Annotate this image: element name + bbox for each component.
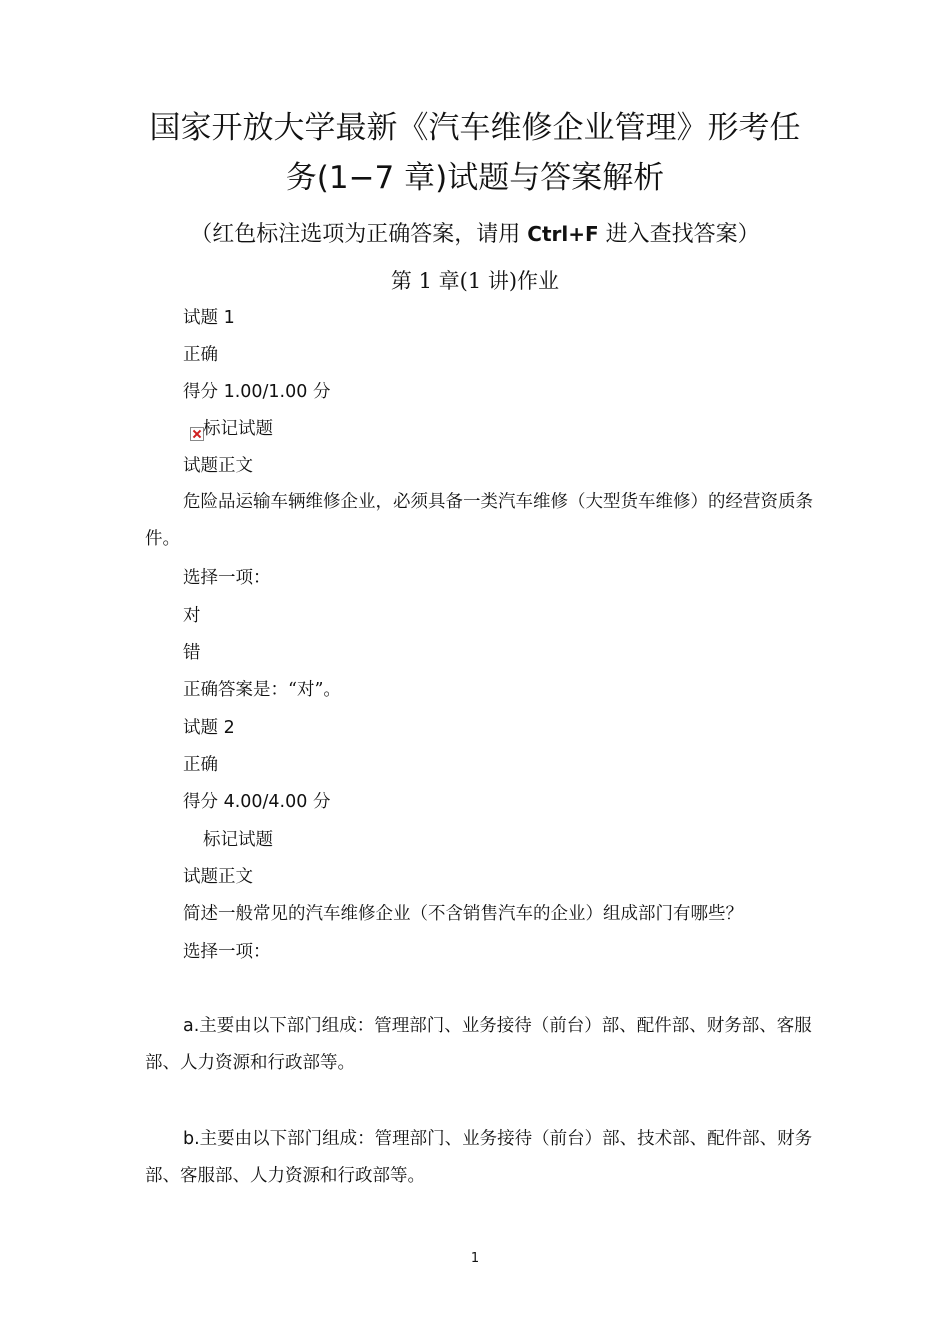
q2-body-label: 试题正文: [183, 867, 253, 887]
q2-option-a-letter: a.: [183, 1016, 200, 1036]
subtitle-shortcut: Ctrl+F: [527, 222, 599, 246]
q1-option-false[interactable]: 错: [183, 643, 201, 663]
q1-correct-answer: 正确答案是：“对”。: [183, 680, 341, 700]
q2-option-b-text: 主要由以下部门组成：管理部门、业务接待（前台）部、技术部、配件部、财务部、客服部、人力资源和行政部等。: [145, 1129, 813, 1186]
q1-status: 正确: [183, 345, 218, 365]
q2-option-a[interactable]: [145, 1008, 813, 1082]
q1-question-text: [145, 484, 813, 558]
q1-text: 危险品运输车辆维修企业，必须具备一类汽车维修（大型货车维修）的经营资质条件。: [145, 492, 813, 549]
q2-option-b-letter: b.: [183, 1129, 200, 1149]
subtitle-pre: （红色标注选项为正确答案，请用: [190, 222, 528, 247]
q1-label: 试题 1: [183, 308, 235, 328]
q1-option-true[interactable]: 对: [183, 606, 201, 626]
q2-score: 得分 4.00/4.00 分: [183, 792, 331, 812]
chapter-heading: 第 1 章(1 讲)作业: [390, 269, 560, 293]
q1-body-label: 试题正文: [183, 456, 253, 476]
doc-title-line2: 务(1−7 章)试题与答案解析: [285, 160, 665, 196]
q2-choose-label: 选择一项：: [183, 942, 271, 962]
q2-option-b[interactable]: [145, 1121, 813, 1195]
q2-question-text: 简述一般常见的汽车维修企业（不含销售汽车的企业）组成部门有哪些？: [183, 904, 743, 924]
doc-subtitle: [100, 214, 850, 255]
doc-title-line1: 国家开放大学最新《汽车维修企业管理》形考任: [149, 110, 801, 146]
q1-score: 得分 1.00/1.00 分: [183, 382, 331, 402]
q2-flag-label[interactable]: 标记试题: [203, 830, 273, 850]
q2-option-a-text: 主要由以下部门组成：管理部门、业务接待（前台）部、配件部、财务部、客服部、人力资源和行政部等。: [145, 1016, 812, 1073]
q2-label: 试题 2: [183, 718, 235, 738]
subtitle-post: 进入查找答案）: [598, 222, 760, 247]
page-number: 1: [470, 1251, 480, 1266]
q2-status: 正确: [183, 755, 218, 775]
q1-flag-label[interactable]: 标记试题: [203, 419, 273, 439]
q1-choose-label: 选择一项：: [183, 568, 271, 588]
broken-image-icon[interactable]: [190, 427, 204, 441]
